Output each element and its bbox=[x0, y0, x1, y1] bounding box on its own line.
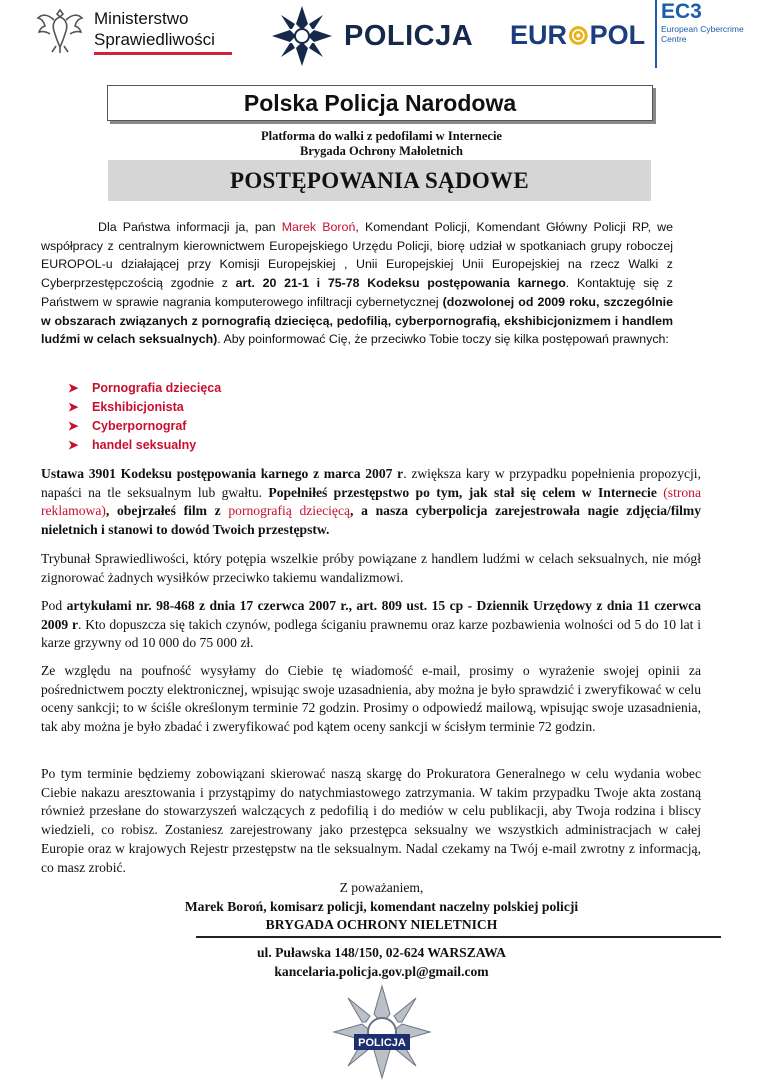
paragraph-articles bbox=[41, 597, 701, 653]
police-star-icon bbox=[270, 4, 334, 68]
intro-paragraph bbox=[41, 218, 673, 349]
closing-regards: Z poważaniem, bbox=[339, 880, 424, 895]
list-item bbox=[68, 379, 221, 398]
email-line: kancelaria.policja.gov.pl@gmail.com bbox=[274, 964, 489, 979]
arrow-bullet-icon: ➤ bbox=[68, 419, 79, 433]
list-item bbox=[68, 417, 221, 436]
ec3-logo bbox=[655, 0, 751, 68]
intro-text-2: , Komendant Policji, Komendant Główny Policji RP, we współpracy z centralnym kierownictwem Europejskiego Urzędu Policji, biorę udział w spotkaniach grupy roboczej EUROPOL-u działającej przy Komisji Europejskiej , Unii Europejskiej Unii Europejskiej na rzecz Walki z Cyberprzestępczością zgodnie z bbox=[41, 220, 674, 291]
articles-text-2: . Kto dopuszcza się takich czynów, podlega ściganiu prawnemu oraz karze pozbawienia wolności od 5 do 10 lat i karze grzywny od 10 000 do 75 000 zł. bbox=[41, 616, 701, 651]
ec3-title: EC3 bbox=[661, 0, 702, 23]
articles-text-1: Pod bbox=[41, 598, 67, 613]
europol-o-icon: ⊚ bbox=[567, 20, 590, 50]
policja-wordmark: POLICJA bbox=[344, 19, 474, 52]
arrow-bullet-icon: ➤ bbox=[68, 438, 79, 452]
unit-line: BRYGADA OCHRONY NIELETNICH bbox=[265, 917, 498, 932]
section-heading: POSTĘPOWANIA SĄDOWE bbox=[229, 167, 529, 193]
europol-logo bbox=[510, 20, 645, 51]
header-logos bbox=[0, 0, 763, 80]
ministry-logo bbox=[34, 4, 215, 54]
ministry-line1: Ministerstwo bbox=[94, 9, 189, 28]
ec3-subtitle: European Cybercrime Centre bbox=[661, 24, 744, 44]
eagle-emblem-icon bbox=[34, 4, 86, 54]
intro-text-1: Dla Państwa informacji ja, pan bbox=[98, 220, 282, 234]
accusation-red-2: pornografią dziecięcą bbox=[228, 503, 351, 519]
ministry-red-bar bbox=[94, 52, 232, 55]
subtitle-platform: Platforma do walki z pedofilami w Internecie bbox=[261, 129, 502, 143]
page-title: Polska Policja Narodowa bbox=[243, 89, 517, 116]
intro-text-4: . Aby poinformować Cię, że przeciwko Tobie toczy się kilka postępowań prawnych: bbox=[217, 332, 669, 347]
subtitle-brigade: Brygada Ochrony Małoletnich bbox=[300, 144, 463, 158]
title-box bbox=[107, 85, 653, 121]
europol-wordmark-head: EUR bbox=[510, 20, 568, 50]
police-badge-icon bbox=[330, 984, 434, 1080]
ministry-name bbox=[94, 8, 215, 50]
europol-wordmark-tail: POL bbox=[589, 20, 646, 50]
paragraph-tribunal: Trybunał Sprawiedliwości, który potępia wszelkie próby powiązane z handlem ludźmi w celach seksualnych, nie mógł zignorować żadnych wysiłków przeciwko takiemu wandalizmowi. bbox=[41, 551, 701, 585]
list-item bbox=[68, 436, 221, 455]
charge-label: handel seksualny bbox=[92, 438, 197, 452]
charges-list bbox=[68, 379, 221, 455]
charge-label: Pornografia dziecięca bbox=[92, 381, 222, 395]
divider bbox=[196, 936, 721, 938]
intro-bold-scope: (dozwolonej od 2009 roku, szczególnie w obszarach związanych z pornografią dziecięcą, pedofilią, cyberpornografią, ekshibicjonizmem i handlem ludźmi w celach seksualnych) bbox=[41, 294, 674, 347]
officer-name: Marek Boroń bbox=[281, 220, 356, 234]
accusation-3: , a nasza cyberpolicja zarejestrowała nagie zdjęcia/filmy nieletnich i stanowi to dowód Twoich przestępstw. bbox=[41, 503, 702, 538]
accusation-red-1: (strona reklamowa) bbox=[41, 484, 701, 519]
law-ref: Ustawa 3901 Kodeksu postępowania karnego z marca 2007 r bbox=[41, 466, 404, 481]
list-item bbox=[68, 398, 221, 417]
accusation-2: , obejrzałeś film z bbox=[105, 503, 229, 519]
accusation-1: Popełniłeś przestępstwo po tym, jak stał się celem w Internecie bbox=[268, 484, 664, 500]
intro-article-ref: art. 20 21-1 i 75-78 Kodeksu postępowania karnego bbox=[235, 276, 566, 291]
charge-label: Ekshibicjonista bbox=[92, 400, 184, 414]
policja-logo bbox=[270, 4, 473, 68]
law-text: . zwiększa kary w przypadku popełnienia propozycji, napaści na tle seksualnym lub gwałtu. bbox=[41, 466, 701, 500]
articles-ref: artykułami nr. 98-468 z dnia 17 czerwca 2007 r., art. 809 ust. 15 cp - Dziennik Urzędowy z dnia 11 czerwca 2009 r bbox=[41, 598, 701, 632]
paragraph-law bbox=[41, 465, 701, 540]
address-line: ul. Puławska 148/150, 02-624 WARSZAWA bbox=[256, 945, 506, 960]
paragraph-deadline: Po tym terminie będziemy zobowiązani skierować naszą skargę do Prokuratora Generalnego w celu wydania wobec Ciebie nakazu aresztowania i przystąpimy do natychmiastowego zatrzymania. W takim przypadku Twoje akta zostaną również przesłane do stowarzyszeń walczących z pedofilią i do mediów w celu publikacji, aby Twoja rodzina i bliscy wiedzieli, co robisz. Zostaniesz zarejestrowany jako przestępca seksualny we wszystkich administracjach w całej Europie oraz w krajowych Rejestr przestępstw na tle seksualnym. Nadal czekamy na Twój e-mail zwrotny z informacją, co masz zrobić. bbox=[41, 766, 701, 875]
arrow-bullet-icon: ➤ bbox=[68, 400, 79, 414]
signer-line: Marek Boroń, komisarz policji, komendant naczelny polskiej policji bbox=[184, 899, 579, 914]
heading-box bbox=[108, 160, 651, 201]
ministry-line2: Sprawiedliwości bbox=[94, 30, 215, 49]
badge-label: POLICJA bbox=[358, 1037, 406, 1049]
charge-label: Cyberpornograf bbox=[92, 419, 187, 433]
arrow-bullet-icon: ➤ bbox=[68, 381, 79, 395]
intro-text-3: . Kontaktuję się z Państwem w sprawie nagrania komputerowego infiltracji cybernetycznej bbox=[41, 276, 673, 309]
paragraph-confidential: Ze względu na poufność wysyłamy do Ciebie tę wiadomość e-mail, prosimy o wyrażenie swojej opinii za pośrednictwem poczty elektronicznej, wpisując swoje uzasadnienia, aby można je było sprawdzić i zweryfikować w celu oceny sankcji; to w ściśle określonym terminie 72 godzin. Prosimy o odpowiedź mailową, wpisując swoje uzasadnienia, tak aby można je było zbadać i zweryfikować pod kątem oceny sankcji w ścisłym terminie 72 godzin. bbox=[41, 663, 701, 735]
